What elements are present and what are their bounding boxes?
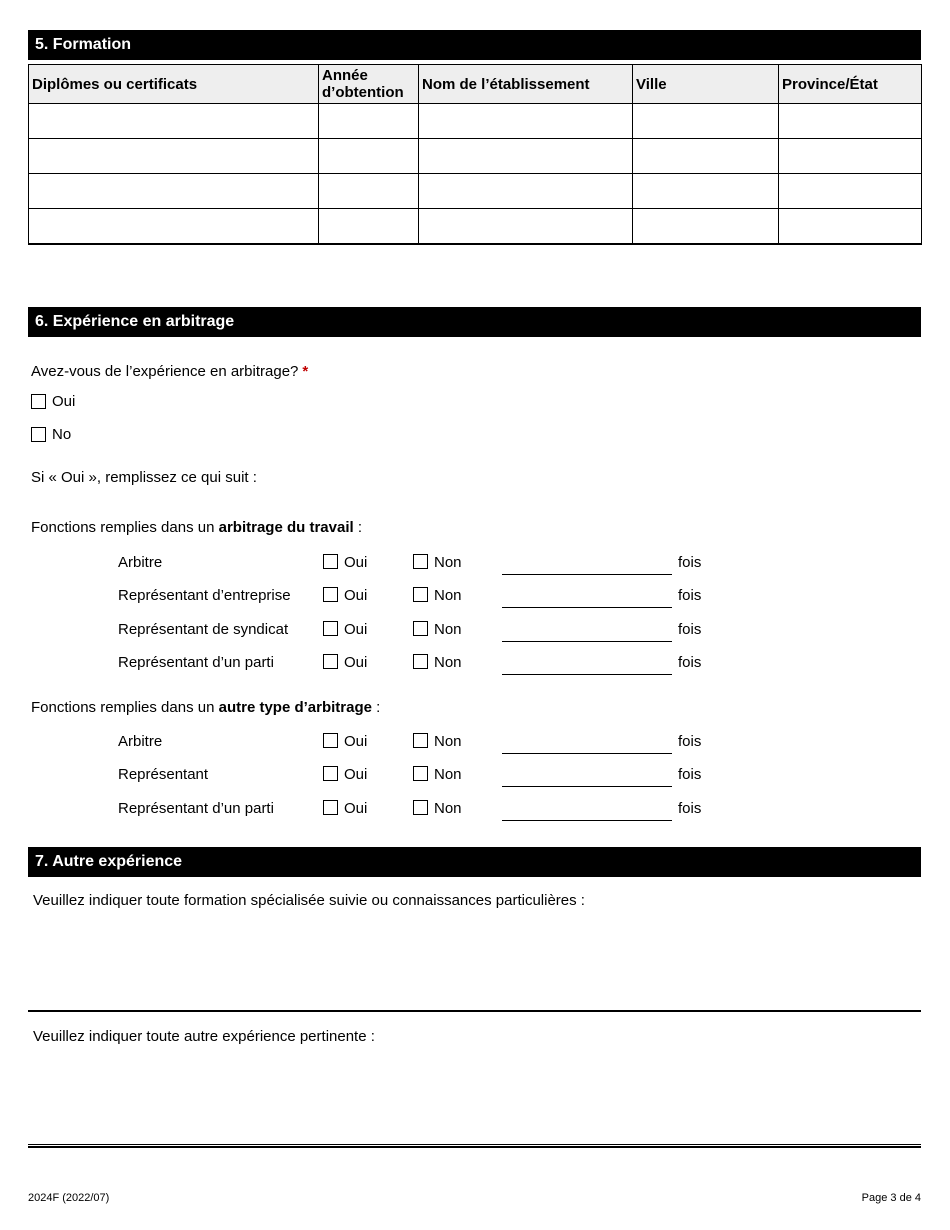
oui-checkbox[interactable]: [323, 621, 338, 636]
role-label: Représentant d’un parti: [118, 654, 274, 671]
group1-label-bold: arbitrage du travail: [218, 518, 354, 536]
oui-checkbox[interactable]: [323, 554, 338, 569]
oui-label: Oui: [344, 553, 368, 571]
non-option: [413, 654, 502, 671]
formation-table-row: [29, 139, 922, 174]
if-yes-instruction: Si « Oui », remplissez ce qui suit :: [31, 468, 257, 486]
section5-header-bar: [28, 30, 921, 60]
formation-table-cell[interactable]: [633, 209, 779, 244]
non-label: Non: [434, 654, 462, 671]
question-text: Avez-vous de l’expérience en arbitrage?: [31, 362, 299, 380]
labour-arbitration-rows: [28, 554, 921, 688]
oui-option: [323, 554, 413, 571]
formation-table-row: [29, 209, 922, 244]
arbitration-role-row: [118, 733, 921, 767]
formation-table-cell[interactable]: [29, 209, 319, 244]
fois-label: fois: [678, 799, 702, 817]
times-count-input[interactable]: [502, 766, 672, 787]
formation-table-header-row: [29, 65, 922, 104]
oui-option: [323, 654, 413, 671]
formation-table-cell[interactable]: [29, 104, 319, 139]
formation-table: [28, 64, 922, 245]
group1-label-prefix: Fonctions remplies dans un: [31, 518, 219, 536]
oui-option-label: Oui: [52, 392, 76, 410]
formation-table-cell[interactable]: [319, 209, 419, 244]
oui-label: Oui: [344, 799, 368, 817]
specialized-training-prompt: Veuillez indiquer toute formation spécialisée suivie ou connaissances particulières :: [33, 892, 585, 909]
non-checkbox[interactable]: [413, 621, 428, 636]
group2-label-prefix: Fonctions remplies dans un: [31, 698, 219, 716]
oui-option: [323, 733, 413, 750]
formation-table-row: [29, 174, 922, 209]
double-divider-line: [28, 1144, 921, 1148]
oui-option: [323, 587, 413, 604]
formation-table-row: [29, 104, 922, 139]
non-option: [413, 621, 502, 638]
oui-label: Oui: [344, 766, 368, 783]
oui-checkbox[interactable]: [323, 654, 338, 669]
times-count-input[interactable]: [502, 587, 672, 608]
formation-table-cell[interactable]: [419, 174, 633, 209]
fois-label: fois: [678, 553, 702, 571]
oui-checkbox[interactable]: [323, 766, 338, 781]
oui-option: [323, 766, 413, 783]
non-option: [413, 587, 502, 604]
col-header-etablissement: Nom de l’établissement: [419, 65, 633, 104]
non-checkbox[interactable]: [413, 733, 428, 748]
role-label: Représentant d’un parti: [118, 799, 274, 817]
group1-label-suffix: :: [353, 518, 362, 536]
oui-label: Oui: [344, 587, 368, 604]
section5-title: 5. Formation: [35, 36, 132, 53]
other-arbitration-rows: [28, 733, 921, 834]
arbitration-role-row: [118, 587, 921, 621]
non-option: [413, 800, 502, 817]
section6-header-bar: [28, 307, 921, 337]
fois-label: fois: [678, 654, 702, 671]
no-option-label: No: [52, 425, 72, 443]
fois-label: fois: [678, 766, 702, 783]
formation-table-cell[interactable]: [779, 104, 922, 139]
formation-table-cell[interactable]: [319, 104, 419, 139]
arbitration-role-row: [118, 800, 921, 834]
section7-title: 7. Autre expérience: [35, 853, 183, 870]
arbitration-role-row: [118, 654, 921, 688]
times-count-input[interactable]: [502, 733, 672, 754]
times-count-input[interactable]: [502, 800, 672, 821]
oui-label: Oui: [344, 654, 368, 671]
role-label: Représentant de syndicat: [118, 620, 289, 638]
col-header-ville: Ville: [633, 65, 779, 104]
oui-checkbox[interactable]: [323, 800, 338, 815]
oui-checkbox[interactable]: [323, 733, 338, 748]
non-label: Non: [434, 587, 462, 604]
role-label: Arbitre: [118, 732, 163, 750]
formation-table-cell[interactable]: [779, 174, 922, 209]
page-footer: [28, 1192, 921, 1205]
oui-label: Oui: [344, 732, 368, 750]
arbitration-experience-question: [28, 364, 921, 380]
formation-table-body: [29, 104, 922, 244]
times-count-input[interactable]: [502, 554, 672, 575]
formation-table-cell[interactable]: [319, 139, 419, 174]
other-arbitration-group-label: [28, 700, 921, 716]
labour-arbitration-group-label: [28, 520, 921, 536]
non-label: Non: [434, 799, 462, 817]
specialized-training-input[interactable]: [28, 909, 921, 1010]
non-label: Non: [434, 732, 462, 750]
oui-checkbox[interactable]: [323, 587, 338, 602]
non-label: Non: [434, 766, 462, 783]
divider-line: [28, 1010, 921, 1012]
formation-table-cell[interactable]: [633, 104, 779, 139]
formation-table-cell[interactable]: [419, 209, 633, 244]
no-checkbox[interactable]: [31, 427, 46, 442]
non-option: [413, 766, 502, 783]
role-label: Représentant: [118, 766, 209, 783]
formation-table-cell[interactable]: [633, 174, 779, 209]
page-indicator: Page 3 de 4: [861, 1192, 921, 1204]
required-asterisk: *: [302, 362, 309, 380]
non-checkbox[interactable]: [413, 587, 428, 602]
non-option: [413, 733, 502, 750]
formation-table-cell[interactable]: [319, 174, 419, 209]
other-experience-input[interactable]: [28, 1045, 921, 1144]
times-count-input[interactable]: [502, 654, 672, 675]
times-count-input[interactable]: [502, 621, 672, 642]
form-page: [28, 0, 921, 1205]
col-header-annee: Année d’obtention: [319, 65, 419, 104]
role-label: Représentant d’entreprise: [118, 587, 291, 604]
oui-checkbox[interactable]: [31, 394, 46, 409]
formation-table-cell[interactable]: [419, 139, 633, 174]
group2-label-bold: autre type d’arbitrage: [218, 698, 372, 716]
non-checkbox[interactable]: [413, 766, 428, 781]
form-number: 2024F (2022/07): [28, 1192, 110, 1204]
formation-table-cell[interactable]: [29, 174, 319, 209]
non-label: Non: [434, 553, 462, 571]
non-label: Non: [434, 620, 462, 638]
section7-header-bar: [28, 847, 921, 877]
fois-label: fois: [678, 620, 702, 638]
role-label: Arbitre: [118, 553, 163, 571]
fois-label: fois: [678, 732, 702, 750]
section6-title: 6. Expérience en arbitrage: [35, 312, 235, 330]
arbitration-role-row: [118, 621, 921, 655]
non-option: [413, 554, 502, 571]
fois-label: fois: [678, 587, 702, 604]
group2-label-suffix: :: [372, 698, 381, 716]
formation-table-cell[interactable]: [779, 139, 922, 174]
oui-option: [323, 621, 413, 638]
non-checkbox[interactable]: [413, 654, 428, 669]
option-no: [31, 427, 921, 443]
arbitration-role-row: [118, 554, 921, 588]
formation-table-cell[interactable]: [419, 104, 633, 139]
formation-table-cell[interactable]: [633, 139, 779, 174]
non-checkbox[interactable]: [413, 800, 428, 815]
option-oui: [31, 394, 921, 410]
formation-table-cell[interactable]: [29, 139, 319, 174]
col-header-province: Province/État: [779, 65, 922, 104]
formation-table-cell[interactable]: [779, 209, 922, 244]
other-experience-prompt: Veuillez indiquer toute autre expérience pertinente :: [33, 1028, 375, 1045]
non-checkbox[interactable]: [413, 554, 428, 569]
oui-label: Oui: [344, 620, 368, 638]
col-header-diplomes: Diplômes ou certificats: [29, 65, 319, 104]
arbitration-role-row: [118, 766, 921, 800]
oui-option: [323, 800, 413, 817]
